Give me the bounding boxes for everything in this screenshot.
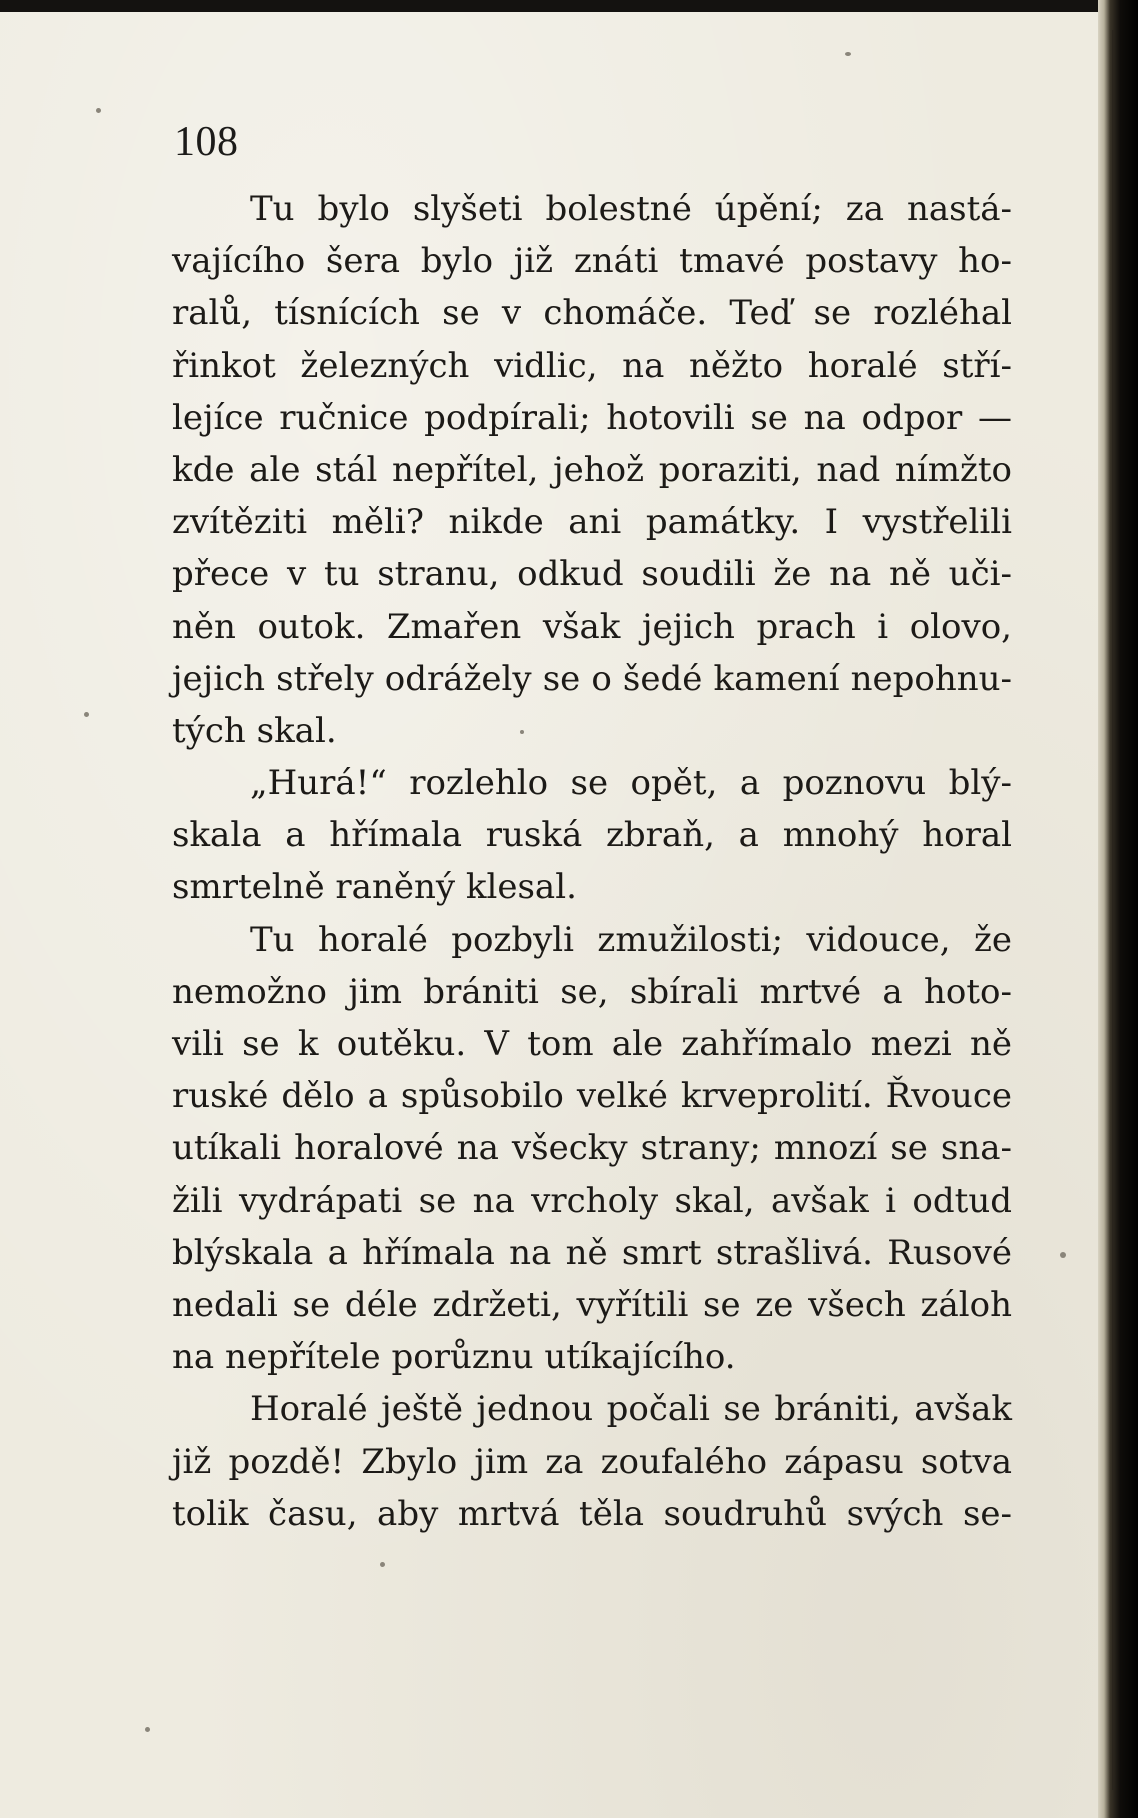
text-line: vajícího šera bylo již znáti tmavé postavy ho-	[172, 241, 1012, 282]
text-line: kde ale stál nepřítel, jehož poraziti, nad nímžto	[172, 449, 1012, 490]
text-line: žili vydrápati se na vrcholy skal, avšak i odtud	[172, 1180, 1012, 1221]
paper-speck	[96, 108, 101, 113]
text-line: smrtelně raněný klesal.	[172, 867, 577, 908]
text-line: tolik času, aby mrtvá těla soudruhů svých se-	[172, 1493, 1012, 1534]
text-line: ralů, tísnících se v chomáče. Teď se rozléhal	[172, 293, 1012, 334]
text-line: Tu horalé pozbyli zmužilosti; vidouce, že	[250, 919, 1012, 960]
body-text	[172, 183, 1012, 1540]
text-line: již pozdě! Zbylo jim za zoufalého zápasu sotva	[172, 1441, 1012, 1482]
text-line: nemožno jim brániti se, sbírali mrtvé a hoto-	[172, 971, 1012, 1012]
text-line: něn outok. Zmařen však jejich prach i olovo,	[172, 606, 1012, 647]
text-line: Horalé ještě jednou počali se brániti, avšak	[250, 1389, 1012, 1430]
text-line: lejíce ručnice podpírali; hotovili se na odpor —	[172, 397, 1012, 438]
text-line: vili se k outěku. V tom ale zahřímalo mezi ně	[172, 1024, 1012, 1064]
paper-speck	[1060, 1252, 1066, 1258]
gutter-line	[1112, 30, 1114, 1790]
text-line: „Hurá!“ rozlehlo se opět, a poznovu blý-	[250, 763, 1012, 804]
text-line: řinkot železných vidlic, na něžto horalé stří-	[172, 345, 1012, 386]
text-line: jejich střely odrážely se o šedé kamení nepohnu-	[172, 658, 1012, 699]
paper-speck	[145, 1727, 150, 1732]
text-line: blýskala a hřímala na ně smrt strašlivá. Rusové	[172, 1232, 1012, 1273]
text-line: Tu bylo slyšeti bolestné úpění; za nastá-	[250, 189, 1012, 229]
paper-speck	[845, 52, 851, 56]
paper-speck	[380, 1562, 385, 1567]
text-line: nedali se déle zdržeti, vyřítili se ze všech záloh	[172, 1284, 1012, 1325]
page-number: 108	[174, 119, 239, 165]
text-line: zvítěziti měli? nikde ani památky. I vystřelili	[172, 502, 1012, 543]
text-line: utíkali horalové na všecky strany; mnozí se sna-	[172, 1128, 1012, 1169]
book-spine-shadow	[1098, 0, 1138, 1818]
text-line: na nepřítele porůznu utíkajícího.	[172, 1337, 736, 1378]
paper-speck	[84, 712, 89, 717]
text-line: přece v tu stranu, odkud soudili že na ně uči-	[172, 554, 1012, 595]
text-line: ruské dělo a spůsobilo velké krveprolití. Řvouce	[172, 1076, 1012, 1117]
text-line: skala a hřímala ruská zbraň, a mnohý horal	[172, 815, 1012, 856]
text-line: tých skal.	[172, 710, 337, 751]
